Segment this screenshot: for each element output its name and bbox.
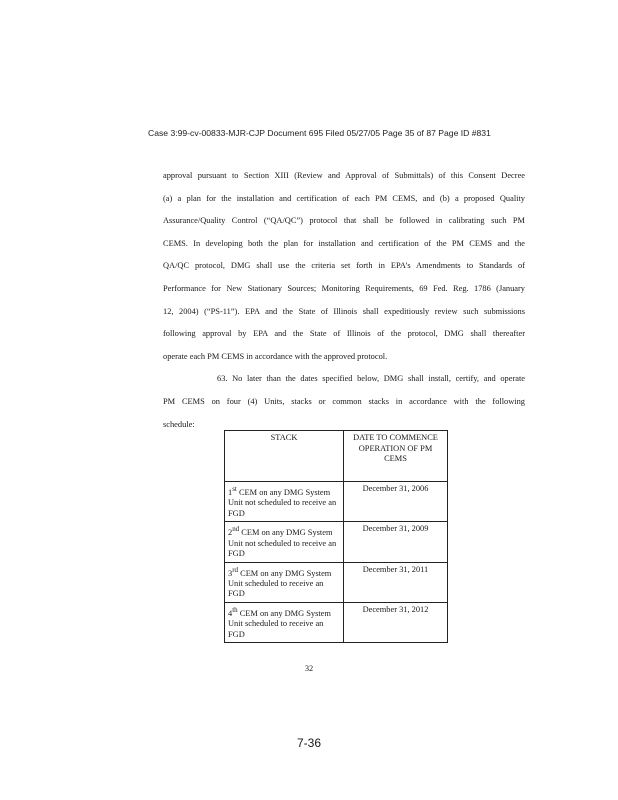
paragraph-line: PM CEMS on four (4) Units, stacks or common stacks in accordance with the following xyxy=(163,396,525,406)
stack-ordinal: 4 xyxy=(228,608,233,618)
stack-ordinal-suffix: st xyxy=(232,485,237,493)
paragraph-line: schedule: xyxy=(163,419,195,429)
case-header: Case 3:99-cv-00833-MJR-CJP Document 695 Filed 05/27/05 Page 35 of 87 Page ID #831 xyxy=(148,128,491,138)
table-row xyxy=(225,482,448,522)
body-text xyxy=(163,170,525,441)
stack-ordinal: 3 xyxy=(228,568,233,578)
table-row xyxy=(225,562,448,602)
table-row xyxy=(225,602,448,642)
stack-cell xyxy=(225,602,344,642)
stack-ordinal: 2 xyxy=(228,528,233,538)
table-header-row xyxy=(225,431,448,482)
body-line: Performance for New Stationary Sources; Monitoring Requirements, 69 Fed. Reg. 1786 (January xyxy=(163,283,525,293)
stack-ordinal-suffix: nd xyxy=(232,525,240,534)
body-line: operate each PM CEMS in accordance with the approved protocol. xyxy=(163,351,388,361)
body-line: Assurance/Quality Control (“QA/QC”) protocol that shall be followed in calibrating such PM xyxy=(163,216,525,226)
body-line: approval pursuant to Section XIII (Review and Approval of Submittals) of this Consent Decree xyxy=(163,171,525,180)
body-line: 12, 2004) (“PS-11”). EPA and the State of Illinois shall expeditiously review such submissions xyxy=(163,306,525,316)
stack-ordinal-suffix: rd xyxy=(232,565,239,574)
body-line: QA/QC protocol, DMG shall use the criteria set forth in EPA’s Amendments to Standards of xyxy=(163,261,525,271)
stack-description: CEM on any DMG System Unit scheduled to receive an FGD xyxy=(228,568,332,599)
column-header-stack: STACK xyxy=(225,431,344,482)
paragraph-line: 63. No later than the dates specified below, DMG shall install, certify, and operate xyxy=(217,374,525,384)
body-line: (a) a plan for the installation and certification of each PM CEMS, and (b) a proposed Quality xyxy=(163,193,525,203)
exhibit-page-number: 7-36 xyxy=(296,736,322,750)
stack-description: CEM on any DMG System Unit not scheduled to receive an FGD xyxy=(228,528,337,559)
stack-cell xyxy=(225,562,344,602)
body-line: following approval by EPA and the State of Illinois of the protocol, DMG shall thereafter xyxy=(163,329,525,339)
stack-cell xyxy=(225,522,344,562)
date-cell: December 31, 2009 xyxy=(344,522,448,562)
column-header-date: DATE TO COMMENCE OPERATION OF PM CEMS xyxy=(344,431,448,482)
table-row xyxy=(225,522,448,562)
schedule-table xyxy=(224,430,448,643)
date-cell: December 31, 2012 xyxy=(344,602,448,642)
stack-description: CEM on any DMG System Unit not scheduled to receive an FGD xyxy=(228,487,337,518)
date-cell: December 31, 2011 xyxy=(344,562,448,602)
date-cell: December 31, 2006 xyxy=(344,482,448,522)
stack-description: CEM on any DMG System Unit scheduled to receive an FGD xyxy=(228,608,331,639)
stack-cell xyxy=(225,482,344,522)
stack-ordinal-suffix: th xyxy=(232,605,238,614)
stack-ordinal: 1 xyxy=(228,487,233,497)
page-number: 32 xyxy=(304,664,314,673)
body-line: CEMS. In developing both the plan for installation and certification of the PM CEMS and the xyxy=(163,238,525,248)
